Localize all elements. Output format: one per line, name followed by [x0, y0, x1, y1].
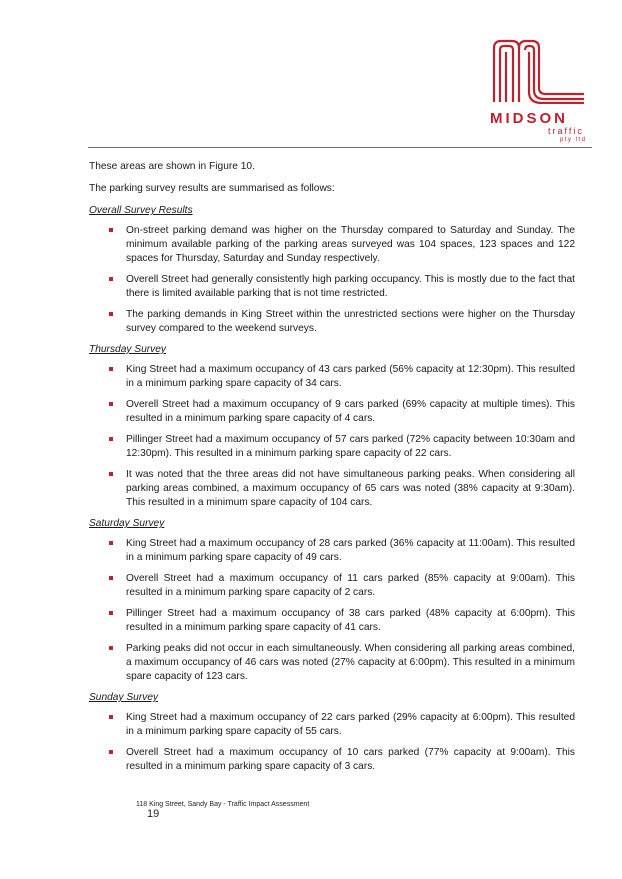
section-heading: Thursday Survey [89, 344, 167, 355]
list-item [89, 537, 575, 565]
midson-logo-icon [488, 38, 586, 104]
list-item [89, 642, 575, 684]
bullet-icon [109, 715, 113, 719]
bullet-icon [109, 228, 113, 232]
bullet-list [89, 537, 575, 684]
list-item-text: Overell Street had a maximum occupancy of 11 cars parked (85% capacity at 9:00am). This resulted in a minimum parking spare capacity of 2 cars. [126, 573, 575, 598]
list-item [89, 746, 575, 774]
section-heading: Overall Survey Results [89, 205, 193, 216]
list-item [89, 572, 575, 600]
section-heading: Saturday Survey [89, 518, 165, 529]
list-item [89, 224, 575, 266]
brand-name: MIDSON [490, 110, 568, 127]
bullet-list [89, 711, 575, 774]
bullet-icon [109, 611, 113, 615]
list-item [89, 273, 575, 301]
list-item-text: On-street parking demand was higher on the Thursday compared to Saturday and Sunday. The minimum available parking of the parking areas surveyed was 104 spaces, 123 spaces and 122 spaces for Thursday, Saturday and Sunday respectively. [126, 225, 575, 264]
brand-subtitle: traffic [548, 126, 584, 136]
list-item-text: Pillinger Street had a maximum occupancy of 57 cars parked (72% capacity between 10:30am and 12:30pm). This resulted in a minimum parking spare capacity of 22 cars. [126, 434, 575, 459]
bullet-icon [109, 750, 113, 754]
footer-title: 118 King Street, Sandy Bay - Traffic Impact Assessment [136, 801, 310, 808]
list-item-text: King Street had a maximum occupancy of 43 cars parked (56% capacity at 12:30pm). This resulted in a minimum parking spare capacity of 34 cars. [126, 364, 575, 389]
bullet-icon [109, 646, 113, 650]
list-item [89, 433, 575, 461]
bullet-icon [109, 576, 113, 580]
list-item-text: Overell Street had a maximum occupancy of 9 cars parked (69% capacity at multiple times). This resulted in a minimum parking spare capacity of 4 cars. [126, 399, 575, 424]
list-item-text: Parking peaks did not occur in each simultaneously. When considering all parking areas combined, a maximum occupancy of 46 cars was noted (27% capacity at 6:00pm). This resulted in a minimum spare capacity of 123 cars. [126, 643, 575, 682]
page-number: 19 [147, 808, 160, 820]
list-item [89, 363, 575, 391]
bullet-icon [109, 472, 113, 476]
intro-paragraph: The parking survey results are summarised as follows: [89, 183, 335, 194]
bullet-icon [109, 541, 113, 545]
brand-company-suffix: pty ltd [560, 137, 587, 143]
document-body [89, 160, 575, 781]
survey-sections [89, 204, 575, 774]
bullet-list [89, 363, 575, 510]
bullet-icon [109, 437, 113, 441]
bullet-icon [109, 402, 113, 406]
header-divider [88, 147, 592, 148]
midson-logo [484, 38, 594, 104]
list-item-text: The parking demands in King Street within the unrestricted sections were higher on the Thursday survey compared to the weekend surveys. [126, 309, 575, 334]
list-item [89, 468, 575, 510]
bullet-list [89, 224, 575, 336]
list-item-text: Overell Street had generally consistently high parking occupancy. This is mostly due to the fact that there is limited available parking that is not time restricted. [126, 274, 575, 299]
list-item-text: Overell Street had a maximum occupancy of 10 cars parked (77% capacity at 9:00am). This resulted in a minimum parking spare capacity of 3 cars. [126, 747, 575, 772]
intro-paragraph: These areas are shown in Figure 10. [89, 161, 255, 172]
list-item-text: King Street had a maximum occupancy of 28 cars parked (36% capacity at 11:00am). This resulted in a minimum parking spare capacity of 49 cars. [126, 538, 575, 563]
bullet-icon [109, 277, 113, 281]
list-item-text: King Street had a maximum occupancy of 22 cars parked (29% capacity at 6:00pm). This resulted in a minimum parking spare capacity of 55 cars. [126, 712, 575, 737]
list-item [89, 308, 575, 336]
list-item [89, 711, 575, 739]
list-item-text: It was noted that the three areas did not have simultaneous parking peaks. When considering all parking areas combined, a maximum occupancy of 65 cars was noted (38% capacity at 9:30am). This resulted in a minimum spare capacity of 104 cars. [126, 469, 575, 508]
list-item [89, 607, 575, 635]
section-heading: Sunday Survey [89, 692, 159, 703]
list-item-text: Pillinger Street had a maximum occupancy of 38 cars parked (48% capacity at 6:00pm). This resulted in a minimum parking spare capacity of 41 cars. [126, 608, 575, 633]
bullet-icon [109, 312, 113, 316]
list-item [89, 398, 575, 426]
bullet-icon [109, 367, 113, 371]
